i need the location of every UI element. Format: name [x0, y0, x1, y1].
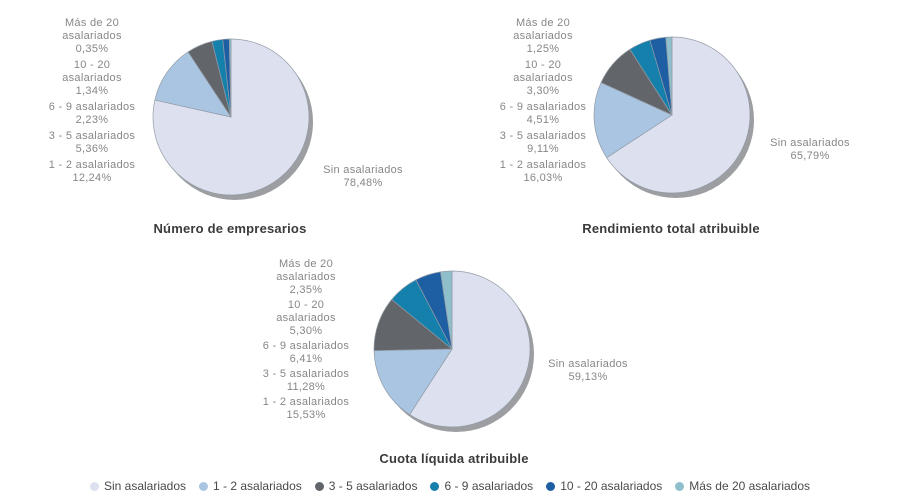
chart-title: Número de empresarios [153, 221, 307, 236]
pie-shadow [157, 44, 313, 200]
legend-label: Sin asalariados [103, 479, 187, 493]
pie-cuota-liquida-atribuible-icon [367, 264, 537, 434]
slice-label-1-2-asalariados: 1 - 2 asalariados 16,03% [499, 159, 587, 184]
pie-slice-6-9-asalariados [212, 39, 231, 117]
sin-asalariados-slice-label: Sin asalariados 78,48% [323, 164, 403, 189]
slice-label-6-9-asalariados: 6 - 9 asalariados 2,23% [48, 101, 136, 126]
pie-slice-3-5-asalariados [188, 41, 231, 117]
pie-slice-10-20-asalariados [223, 39, 231, 117]
legend-label: Más de 20 asalariados [689, 479, 811, 493]
pie-slice-10-20-asalariados [416, 272, 452, 349]
legend-marker-icon [199, 482, 208, 491]
pie-slice-6-9-asalariados [630, 40, 672, 115]
sin-asalariados-slice-label: Sin asalariados 65,79% [770, 137, 850, 162]
legend-item-10-20-asalariados [546, 479, 662, 493]
pie-slice-1-2-asalariados [374, 349, 452, 415]
chart-title: Cuota líquida atribuible [379, 451, 529, 466]
legend-item-6-9-asalariados [430, 479, 533, 493]
slice-label-3-5-asalariados: 3 - 5 asalariados 11,28% [262, 368, 350, 393]
pie-slice-m-s-de-20-asalariados [229, 39, 231, 117]
left-slice-labels [483, 17, 603, 188]
pie-rendimiento-total-atribuible-icon [587, 30, 757, 200]
pie-slice-1-2-asalariados [594, 83, 672, 158]
slice-label-3-5-asalariados: 3 - 5 asalariados 5,36% [48, 130, 136, 155]
slice-label-6-9-asalariados: 6 - 9 asalariados 4,51% [499, 101, 587, 126]
legend [0, 477, 900, 495]
legend-item-1-2-asalariados [199, 479, 302, 493]
pie-slice-6-9-asalariados [392, 280, 452, 349]
chart-title: Rendimiento total atribuible [582, 221, 760, 236]
slice-label-m-s-de-20-asalariados: Más de 20 asalariados 0,35% [62, 17, 122, 55]
slice-label-m-s-de-20-asalariados: Más de 20 asalariados 1,25% [513, 17, 573, 55]
slice-label-m-s-de-20-asalariados: Más de 20 asalariados 2,35% [276, 258, 336, 296]
pie-slice-sin-asalariados [410, 271, 530, 427]
left-slice-labels [32, 17, 152, 188]
slice-label-10-20-asalariados: 10 - 20 asalariados 5,30% [276, 299, 336, 337]
pie-slice-m-s-de-20-asalariados [441, 271, 452, 349]
pie-numero-de-empresarios-icon [146, 32, 316, 202]
legend-item-3-5-asalariados [315, 479, 418, 493]
legend-marker-icon [90, 482, 99, 491]
legend-marker-icon [675, 482, 684, 491]
legend-label: 3 - 5 asalariados [328, 479, 418, 493]
pie-slice-10-20-asalariados [650, 37, 672, 115]
slice-label-10-20-asalariados: 10 - 20 asalariados 1,34% [62, 59, 122, 97]
legend-label: 6 - 9 asalariados [444, 479, 534, 493]
slice-label-1-2-asalariados: 1 - 2 asalariados 12,24% [48, 159, 136, 184]
sin-asalariados-slice-label: Sin asalariados 59,13% [548, 358, 628, 383]
pie-slice-m-s-de-20-asalariados [666, 37, 672, 115]
legend-label: 1 - 2 asalariados [213, 479, 302, 493]
slice-label-1-2-asalariados: 1 - 2 asalariados 15,53% [262, 396, 350, 421]
pie-shadow [378, 276, 534, 432]
pie-slice-3-5-asalariados [601, 49, 672, 115]
left-slice-labels [246, 258, 366, 424]
legend-item-sin-asalariados [90, 479, 186, 493]
pie-slice-sin-asalariados [607, 37, 750, 193]
pie-slice-sin-asalariados [153, 39, 309, 195]
slice-label-3-5-asalariados: 3 - 5 asalariados 9,11% [499, 130, 587, 155]
legend-marker-icon [546, 482, 555, 491]
legend-marker-icon [430, 482, 439, 491]
legend-marker-icon [315, 482, 324, 491]
slice-label-6-9-asalariados: 6 - 9 asalariados 6,41% [262, 340, 350, 365]
pie-slice-3-5-asalariados [374, 300, 452, 351]
pie-shadow [598, 42, 754, 198]
legend-item-m-s-de-20-asalariados [675, 479, 810, 493]
pie-slice-1-2-asalariados [155, 52, 231, 117]
legend-label: 10 - 20 asalariados [560, 479, 663, 493]
slice-label-10-20-asalariados: 10 - 20 asalariados 3,30% [513, 59, 573, 97]
